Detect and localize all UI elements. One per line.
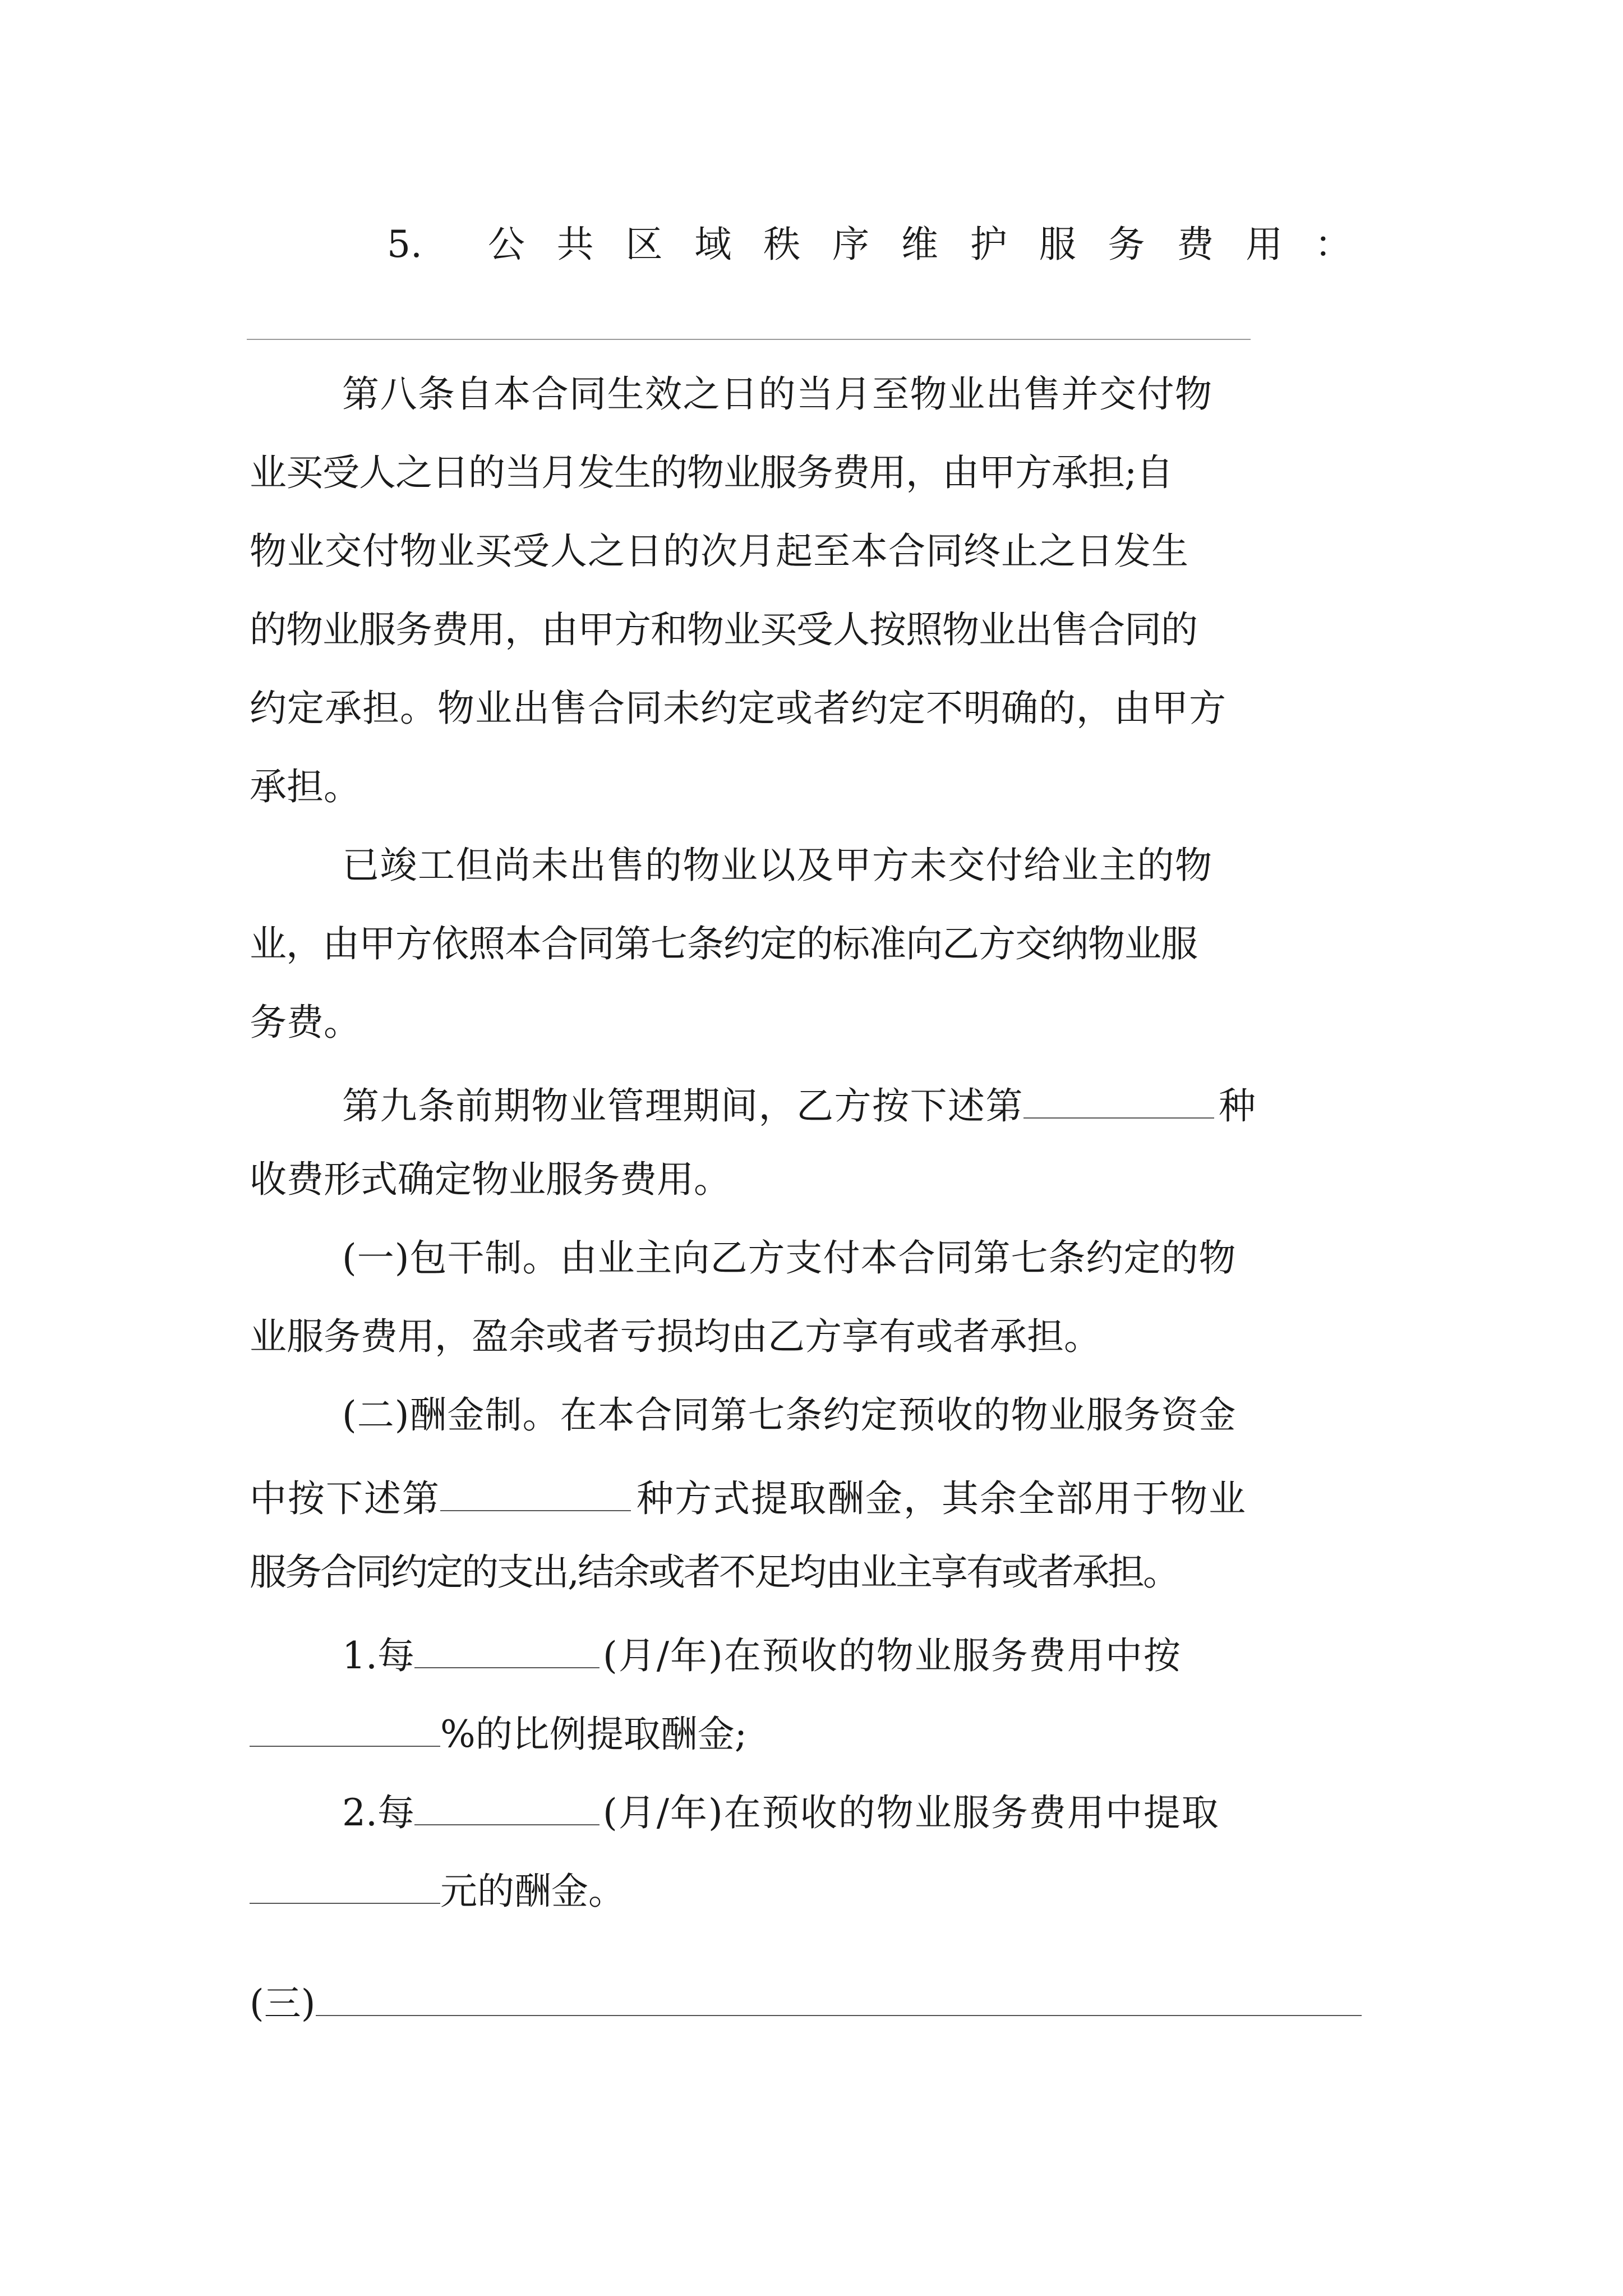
- article-9-line-1: [342, 1083, 1391, 1128]
- article-9-line-2: 收费形式确定物业服务费用。: [250, 1158, 731, 1201]
- heading-char: 区: [625, 223, 663, 266]
- heading-char: 维: [901, 223, 938, 266]
- article-9-item-2-line-1: (二)酬金制。在本合同第七条约定预收的物业服务资金: [342, 1393, 1237, 1437]
- blank-field[interactable]: [440, 1475, 631, 1511]
- sub-item-2-post: (月/年)在预收的物业服务费用中提取: [602, 1791, 1220, 1834]
- heading-char: ：: [1314, 223, 1352, 266]
- article-9-item-1-line-1: (一)包干制。由业主向乙方支付本合同第七条约定的物: [342, 1236, 1237, 1280]
- sub-item-1-post: (月/年)在预收的物业服务费用中按: [602, 1634, 1182, 1677]
- fill-in-line: [247, 339, 1251, 340]
- blank-field[interactable]: [1023, 1083, 1214, 1119]
- sub-item-2-line-2: [250, 1868, 1388, 1913]
- sub-item-1-line-2-text: %的比例提取酬金;: [440, 1713, 747, 1756]
- article-9-item-1-line-2: 业服务费用，盈余或者亏损均由乙方享有或者承担。: [250, 1315, 1101, 1358]
- heading-char: 共: [556, 223, 594, 266]
- article-8-line-2: 业买受人之日的当月发生的物业服务费用，由甲方承担;自: [250, 451, 1173, 494]
- blank-field[interactable]: [414, 1632, 600, 1668]
- article-8-para2-line-1: 已竣工但尚未出售的物业以及甲方未交付给业主的物: [342, 844, 1213, 887]
- item-3-label: (三): [250, 1982, 316, 2025]
- heading-char: 公: [487, 223, 525, 266]
- blank-field[interactable]: [414, 1789, 600, 1825]
- heading-char: 费: [1177, 223, 1214, 266]
- article-9-text-pre: 第九条前期物业管理期间，乙方按下述第: [342, 1084, 1023, 1128]
- heading-char: 用: [1246, 223, 1283, 266]
- heading-char: 域: [694, 223, 732, 266]
- item-number: 5.: [387, 223, 422, 266]
- article-8-para2-line-3: 务费。: [250, 1001, 361, 1044]
- sub-item-2-line-2-text: 元的酬金。: [440, 1870, 625, 1913]
- article-8-line-4: 的物业服务费用，由甲方和物业买受人按照物业出售合同的: [250, 608, 1197, 651]
- article-8-line-1: 第八条自本合同生效之日的当月至物业出售并交付物: [342, 372, 1213, 416]
- article-9-item-3: [250, 1980, 1388, 2025]
- item-2-text-pre: 中按下述第: [250, 1477, 440, 1520]
- heading-char: 服: [1039, 223, 1076, 266]
- heading-char: 序: [832, 223, 870, 266]
- article-9-item-2-line-3: 服务合同约定的支出,结余或者不足均由业主享有或者承担。: [250, 1550, 1178, 1594]
- article-8-line-3: 物业交付物业买受人之日的次月起至本合同终止之日发生: [250, 530, 1189, 573]
- sub-item-2-line-1: [342, 1789, 1481, 1832]
- item-2-text-post: 种方式提取酬金，其余全部用于物业: [637, 1477, 1247, 1520]
- sub-item-1-pre: 1.每: [342, 1634, 414, 1677]
- blank-field[interactable]: [316, 1980, 1362, 2016]
- sub-item-1-line-1: [342, 1632, 1481, 1677]
- heading-char: 护: [970, 223, 1007, 266]
- article-9-text-post: 种: [1219, 1084, 1256, 1128]
- heading-char: 秩: [763, 223, 801, 266]
- blank-field[interactable]: [250, 1868, 440, 1904]
- article-8-para2-line-2: 业，由甲方依照本合同第七条约定的标准向乙方交纳物业服: [250, 922, 1197, 965]
- article-8-line-6: 承担。: [250, 765, 361, 808]
- article-8-line-5: 约定承担。物业出售合同未约定或者约定不明确的，由甲方: [250, 687, 1227, 730]
- article-9-item-2-line-2: [250, 1475, 1388, 1520]
- fee-item-5-heading: [387, 223, 1352, 266]
- blank-field[interactable]: [250, 1711, 440, 1747]
- sub-item-1-line-2: [250, 1711, 1388, 1756]
- heading-char: 务: [1108, 223, 1145, 266]
- sub-item-2-pre: 2.每: [342, 1791, 414, 1834]
